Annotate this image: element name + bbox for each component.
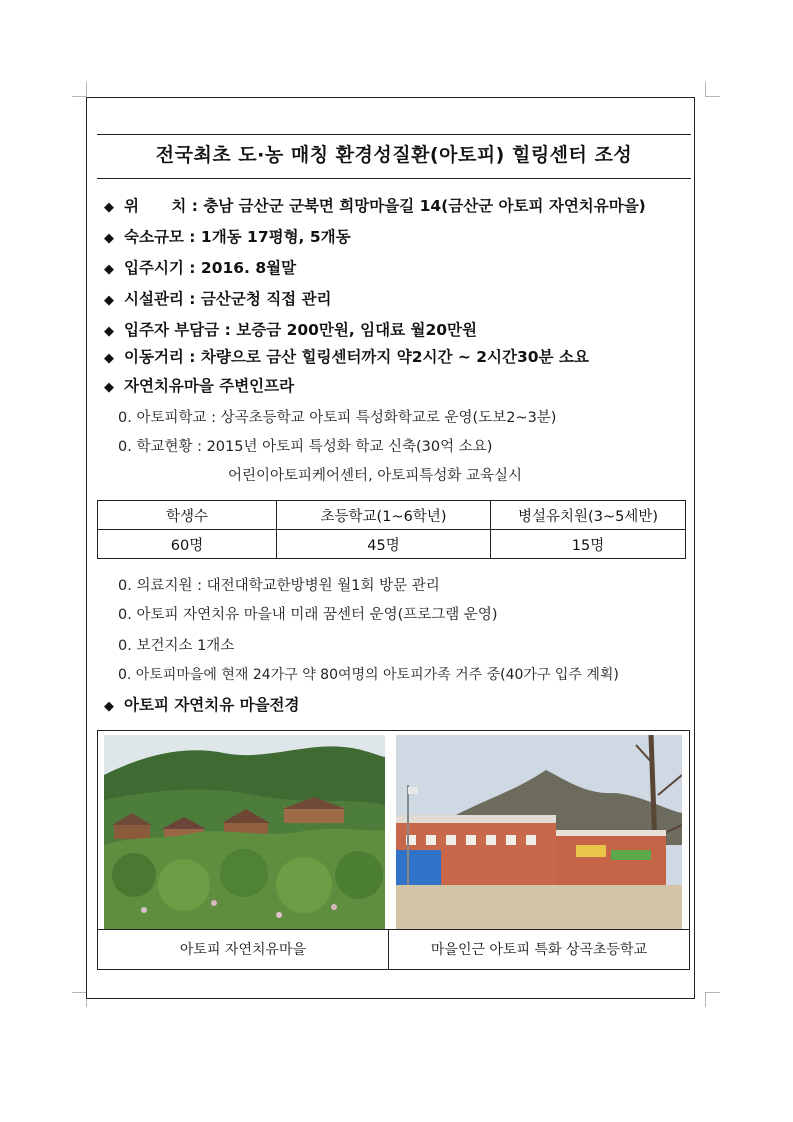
title-rule-bottom — [97, 178, 691, 179]
bullet-value: 1개동 17평형, 5개동 — [200, 228, 351, 246]
bullet-travel-distance: ◆ 이동거리 : 차량으로 금산 힐링센터까지 약2시간 ~ 2시간30분 소요 — [104, 348, 589, 366]
caption-school: 마을인근 아토피 특화 상곡초등학교 — [430, 942, 648, 958]
infra-item-residents: 0. 아토피마을에 현재 24가구 약 80여명의 아토피가족 거주 중(40가구 입주 계획) — [118, 667, 619, 683]
diamond-bullet-icon: ◆ — [104, 351, 114, 366]
infra-item-continuation: 어린이아토피케어센터, 아토피특성화 교육실시 — [228, 468, 522, 484]
bullet-label: 입주자 부담금 — [124, 321, 220, 339]
bullet-move-in-date: ◆ 입주시기 : 2016. 8월말 — [104, 259, 297, 277]
bullet-facility-management: ◆ 시설관리 : 금산군청 직접 관리 — [104, 290, 332, 308]
bullet-label: 이동거리 — [124, 348, 184, 366]
diamond-bullet-icon: ◆ — [104, 699, 114, 714]
diamond-bullet-icon: ◆ — [104, 324, 114, 339]
infra-item-school: 0. 아토피학교 : 상곡초등학교 아토피 특성화학교로 운영(도보2~3분) — [118, 410, 557, 426]
table-cell: 45명 — [277, 530, 491, 559]
bullet-location: ◆ 위 치 : 충남 금산군 군북면 희망마을길 14(금산군 아토피 자연치유마을) — [104, 197, 646, 215]
bullet-value: 보증금 200만원, 임대료 월20만원 — [236, 321, 477, 339]
bullet-label: 시설관리 — [124, 290, 184, 308]
diamond-bullet-icon: ◆ — [104, 380, 114, 395]
caption-village: 아토피 자연치유마을 — [179, 942, 307, 958]
bullet-label: 위 치 — [124, 197, 187, 215]
bullet-value: 충남 금산군 군북면 희망마을길 14(금산군 아토피 자연치유마을) — [203, 197, 646, 215]
bullet-value: 금산군청 직접 관리 — [200, 290, 332, 308]
page-title: 전국최초 도·농 매칭 환경성질환(아토피) 힐링센터 조성 — [155, 144, 633, 166]
table-header-cell: 초등학교(1~6학년) — [277, 501, 491, 530]
section-heading-infra: ◆ 자연치유마을 주변인프라 — [104, 377, 295, 395]
table-cell: 15명 — [491, 530, 686, 559]
photo-table — [97, 730, 690, 970]
diamond-bullet-icon: ◆ — [104, 200, 114, 215]
infra-item-health-center: 0. 보건지소 1개소 — [118, 638, 235, 654]
infra-item-school-status: 0. 학교현황 : 2015년 아토피 특성화 학교 신축(30억 소요) — [118, 439, 493, 455]
bullet-resident-cost: ◆ 입주자 부담금 : 보증금 200만원, 임대료 월20만원 — [104, 321, 477, 339]
bullet-label: 입주시기 — [124, 259, 184, 277]
bullet-lodging-size: ◆ 숙소규모 : 1개동 17평형, 5개동 — [104, 228, 351, 246]
table-header-row — [98, 501, 686, 530]
school-photo — [396, 735, 682, 930]
infra-item-dream-center: 0. 아토피 자연치유 마을내 미래 꿈센터 운영(프로그램 운영) — [118, 607, 498, 623]
crop-mark-bottom-right — [705, 992, 720, 1007]
student-stats-table — [97, 500, 686, 559]
infra-item-medical: 0. 의료지원 : 대전대학교한방병원 월1회 방문 관리 — [118, 578, 440, 594]
table-cell: 60명 — [98, 530, 277, 559]
diamond-bullet-icon: ◆ — [104, 231, 114, 246]
bullet-label: 숙소규모 — [124, 228, 184, 246]
crop-mark-top-left — [72, 82, 87, 97]
title-rule-top — [97, 134, 691, 135]
table-header-cell: 병설유치원(3~5세반) — [491, 501, 686, 530]
diamond-bullet-icon: ◆ — [104, 262, 114, 277]
section-heading-village-view: ◆ 아토피 자연치유 마을전경 — [104, 696, 300, 714]
village-photo — [104, 735, 385, 930]
table-header-cell: 학생수 — [98, 501, 277, 530]
crop-mark-bottom-left — [72, 992, 87, 1007]
diamond-bullet-icon: ◆ — [104, 293, 114, 308]
crop-mark-top-right — [705, 82, 720, 97]
bullet-value: 차량으로 금산 힐링센터까지 약2시간 ~ 2시간30분 소요 — [200, 348, 589, 366]
table-row — [98, 530, 686, 559]
bullet-value: 2016. 8월말 — [200, 259, 297, 277]
